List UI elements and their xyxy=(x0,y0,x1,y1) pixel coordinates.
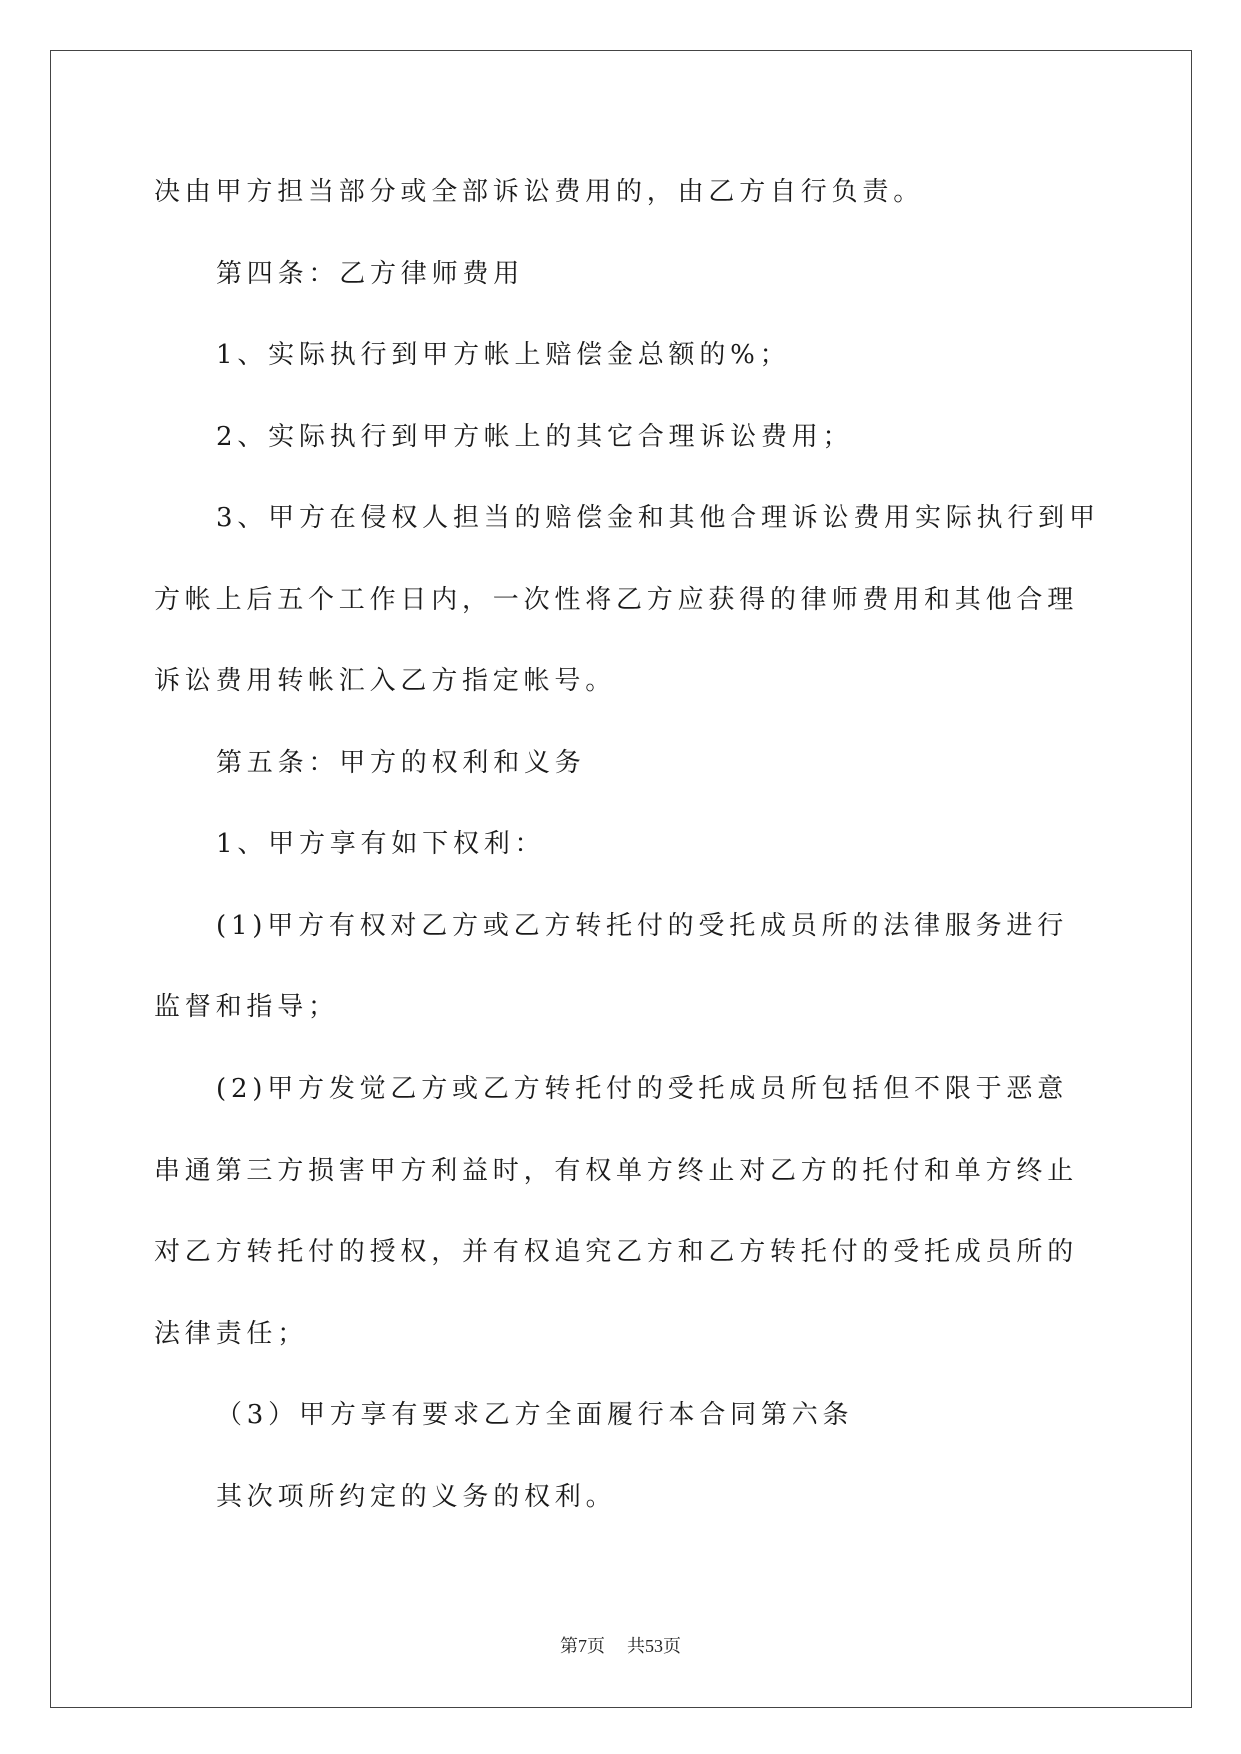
article-heading: 第四条：乙方律师费用 xyxy=(216,258,525,289)
text-line: 法律责任； xyxy=(154,1318,309,1349)
text-line: 监督和指导； xyxy=(154,992,339,1023)
total-pages: 共53页 xyxy=(627,1636,681,1656)
text-line: 其次项所约定的义务的权利。 xyxy=(216,1481,617,1512)
text-line: 3、甲方在侵权人担当的赔偿金和其他合理诉讼费用实际执行到甲 xyxy=(216,503,1100,534)
page-footer xyxy=(0,1632,1241,1658)
text-line: 串通第三方损害甲方利益时，有权单方终止对乙方的托付和单方终止 xyxy=(154,1155,1079,1186)
text-line: (2)甲方发觉乙方或乙方转托付的受托成员所包括但不限于恶意 xyxy=(216,1074,1069,1105)
text-line: （3）甲方享有要求乙方全面履行本合同第六条 xyxy=(216,1400,854,1431)
text-line: 方帐上后五个工作日内，一次性将乙方应获得的律师费用和其他合理 xyxy=(154,584,1079,615)
text-line: (1)甲方有权对乙方或乙方转托付的受托成员所的法律服务进行 xyxy=(216,910,1069,941)
text-line: 2、实际执行到甲方帐上的其它合理诉讼费用； xyxy=(216,421,854,452)
text-line: 对乙方转托付的授权，并有权追究乙方和乙方转托付的受托成员所的 xyxy=(154,1237,1079,1268)
text-line: 1、实际执行到甲方帐上赔偿金总额的%； xyxy=(216,340,791,371)
text-line: 1、甲方享有如下权利： xyxy=(216,829,546,860)
text-line: 决由甲方担当部分或全部诉讼费用的，由乙方自行负责。 xyxy=(154,177,925,207)
document-body xyxy=(154,152,1100,1538)
text-line: 诉讼费用转帐汇入乙方指定帐号。 xyxy=(154,666,617,697)
page-number: 第7页 xyxy=(560,1636,605,1656)
article-heading: 第五条：甲方的权利和义务 xyxy=(216,747,586,778)
